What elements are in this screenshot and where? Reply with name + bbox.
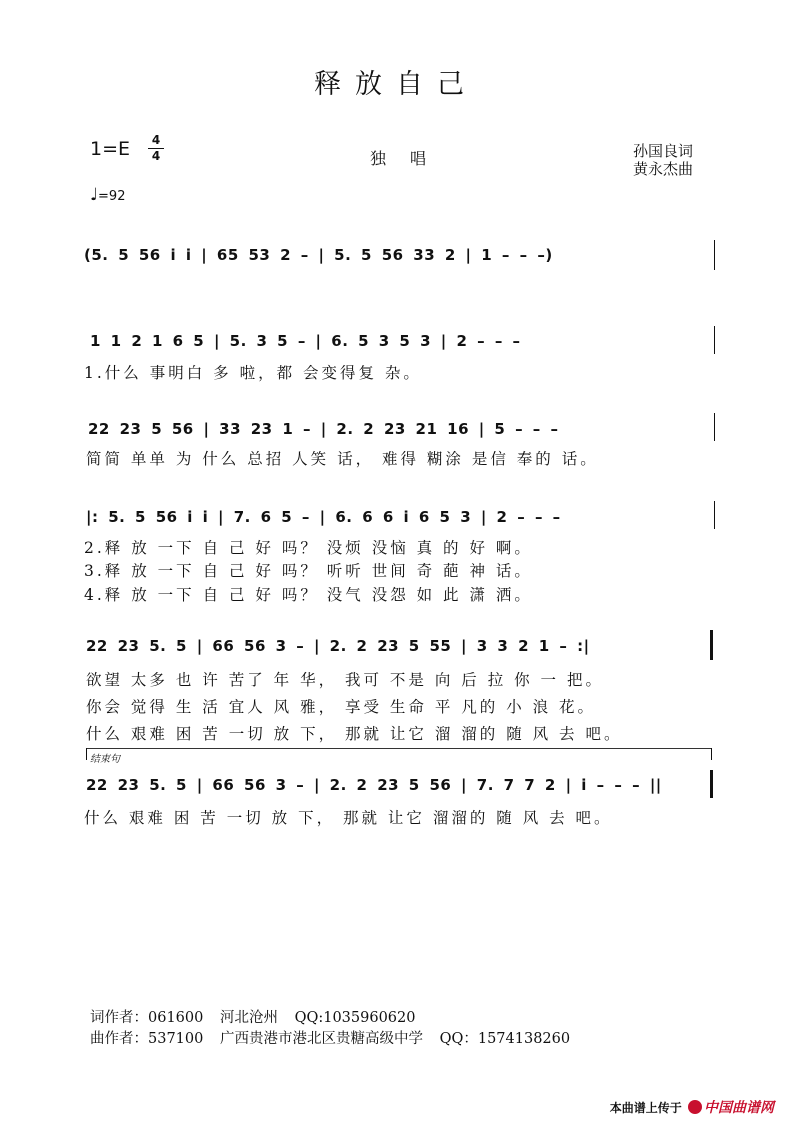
lyric-row-3-verse-2: 2.释 放 一下 自 己 好 吗？ 没烦 没恼 真 的 好 啊。 [84, 539, 533, 557]
time-signature-top: 4 [151, 133, 161, 147]
notation-row-2: 22 23 5 56 | 33 23 1 – | 2. 2 23 21 16 | 5 – – – [88, 420, 559, 438]
quarter-note-icon: ♩ [90, 185, 99, 205]
upload-text: 本曲谱上传于 [609, 1101, 682, 1115]
lyric-row-2: 简简 单单 为 什么 总招 人笑 话， 难得 糊涂 是信 奉的 话。 [86, 450, 599, 468]
notation-row-4: 22 23 5. 5 | 66 56 3 – | 2. 2 23 5 55 | 3 3 2 1 – :| [86, 637, 590, 655]
lyric-row-3-verse-4: 4.释 放 一下 自 己 好 吗？ 没气 没怨 如 此 潇 洒。 [84, 586, 533, 604]
notation-row-1: 1 1 2 1 6 5 | 5. 3 5 – | 6. 5 3 5 3 | 2 – – – [90, 332, 521, 350]
lyric-row-4-verse-4: 什么 艰难 困 苦 一切 放 下， 那就 让它 溜 溜的 随 风 去 吧。 [86, 725, 623, 743]
site-name-link[interactable]: 中国曲谱网 [704, 1100, 774, 1116]
site-logo-icon [688, 1100, 702, 1114]
notation-row-3: |: 5. 5 56 i i | 7. 6 5 – | 6. 6 6 i 6 5 3 | 2 – – – [86, 508, 561, 526]
time-signature-bottom: 4 [151, 149, 161, 163]
lyric-row-3-verse-3: 3.释 放 一下 自 己 好 吗？ 听听 世间 奇 葩 神 话。 [84, 562, 533, 580]
lyric-row-ending: 什么 艰难 困 苦 一切 放 下， 那就 让它 溜溜的 随 风 去 吧。 [84, 809, 613, 827]
tempo-marking [90, 185, 125, 205]
tempo-value: =92 [98, 189, 126, 204]
performance-style: 独唱 [370, 149, 451, 168]
composer-contact: 曲作者：537100 广西贵港市港北区贵糖高级中学 QQ：1574138260 [90, 1031, 571, 1047]
composer-credit: 黄永杰曲 [633, 160, 694, 178]
page-title: 释放自己 [314, 69, 478, 100]
lyric-row-4-verse-2: 欲望 太多 也 许 苦了 年 华， 我可 不是 向 后 拉 你 一 把。 [86, 671, 604, 689]
upload-notice [610, 1097, 774, 1117]
lyric-row-4-verse-3: 你会 觉得 生 活 宜人 风 雅， 享受 生命 平 凡的 小 浪 花。 [86, 698, 597, 716]
notation-row-ending: 22 23 5. 5 | 66 56 3 – | 2. 2 23 5 56 | 7. 7 7 2 | i – – – || [86, 776, 662, 794]
lyricist-contact: 词作者：061600 河北沧州 QQ:1035960620 [90, 1010, 416, 1026]
notation-row-intro: (5. 5 56 i i | 65 53 2 – | 5. 5 56 33 2 | 1 – – –) [84, 246, 553, 264]
time-signature [148, 134, 164, 163]
lyricist-credit: 孙国良词 [633, 142, 694, 160]
key-signature: 1=E [90, 138, 131, 160]
lyric-row-1-verse-1: 1.什么 事明白 多 啦，都 会变得复 杂。 [84, 364, 422, 382]
ending-label: 结束句 [90, 754, 120, 765]
